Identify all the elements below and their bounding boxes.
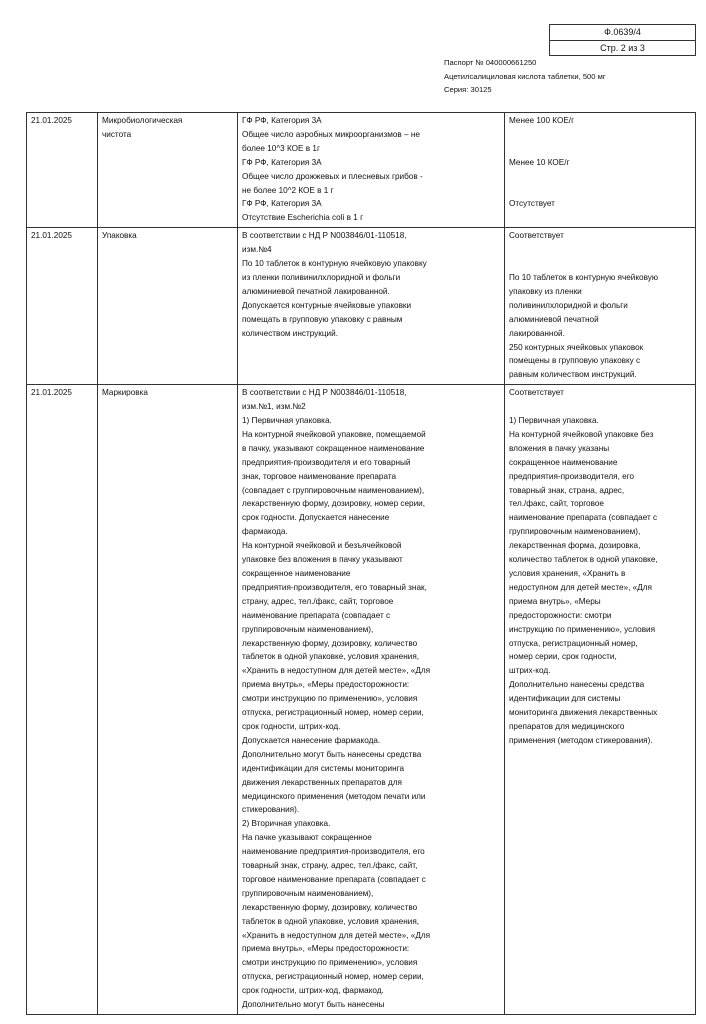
indicator-line: чистота bbox=[102, 129, 132, 139]
requirement-line: идентификации для системы мониторинга bbox=[242, 763, 405, 773]
result-line: Менее 10 КОЕ/г bbox=[509, 157, 570, 167]
requirement-line: фармакода. bbox=[242, 527, 288, 537]
requirement-line: торговое наименование препарата (совпадает с bbox=[242, 874, 426, 884]
result-line: На контурной ячейковой упаковке без bbox=[509, 429, 654, 439]
page-number: Стр. 2 из 3 bbox=[550, 40, 695, 56]
requirement-line: таблеток в одной упаковке, условия хранения, bbox=[242, 916, 420, 926]
result-line: помещены в групповую упаковку с bbox=[509, 356, 641, 366]
result-line bbox=[509, 142, 691, 156]
requirement-line: в пачку, указывают сокращенное наименование bbox=[242, 443, 425, 453]
result-line: поливинилхлоридной и фольги bbox=[509, 300, 628, 310]
result-line bbox=[509, 128, 691, 142]
date-value: 21.01.2025 bbox=[31, 231, 72, 241]
result-line: Соответствует bbox=[509, 231, 564, 241]
result-line: сокращенное наименование bbox=[509, 457, 618, 467]
result-line bbox=[509, 257, 691, 271]
result-line: предосторожности: смотри bbox=[509, 610, 612, 620]
requirement-line: приема внутрь», «Меры предосторожности: bbox=[242, 944, 410, 954]
row-packaging bbox=[27, 228, 696, 385]
indicator-line: Упаковка bbox=[102, 231, 137, 241]
date-cell bbox=[27, 228, 98, 385]
series-number: Серия: 30125 bbox=[444, 85, 492, 94]
requirement-line: лекарственную форму, дозировку, количество bbox=[242, 638, 418, 648]
result-line: номер серии, срок годности, bbox=[509, 652, 617, 662]
date-value: 21.01.2025 bbox=[31, 116, 72, 125]
row-microbiological-purity bbox=[27, 113, 696, 228]
result-line: Дополнительно нанесены средства bbox=[509, 680, 645, 690]
result-line: наименование препарата (совпадает с bbox=[509, 513, 658, 523]
requirement-line: не более 10^2 КОЕ в 1 г bbox=[242, 185, 334, 195]
requirement-line: медицинского применения (методом печати или bbox=[242, 791, 426, 801]
result-line: По 10 таблеток в контурную ячейковую bbox=[509, 272, 659, 282]
result-cell bbox=[505, 228, 696, 385]
requirement-cell bbox=[238, 385, 505, 1015]
requirement-line: На контурной ячейковой упаковке, помещаемой bbox=[242, 429, 426, 439]
requirement-line: Дополнительно могут быть нанесены bbox=[242, 1000, 385, 1010]
requirement-line: На пачке указывают сокращенное bbox=[242, 833, 372, 843]
requirement-line: «Хранить в недоступном для детей месте», «Для bbox=[242, 930, 431, 940]
form-code: Ф.0639/4 bbox=[604, 27, 641, 37]
requirement-line: (совпадает с группировочным наименованием), bbox=[242, 485, 425, 495]
passport-header bbox=[444, 56, 606, 97]
result-line: идентификации для системы bbox=[509, 694, 621, 704]
requirement-line: изм.№4 bbox=[242, 245, 272, 255]
requirement-line: из пленки поливинилхлоридной и фольги bbox=[242, 272, 401, 282]
result-line: лекарственная форма, дозировка, bbox=[509, 541, 641, 551]
requirement-line: Дополнительно могут быть нанесены средства bbox=[242, 749, 422, 759]
requirement-line: алюминиевой печатной лакированной. bbox=[242, 286, 390, 296]
requirement-line: Общее число дрожжевых и плесневых грибов - bbox=[242, 171, 423, 181]
result-line: штрих-код. bbox=[509, 666, 551, 676]
requirement-line: лекарственную форму, дозировку, количество bbox=[242, 902, 418, 912]
result-line: инструкцию по применению», условия bbox=[509, 624, 656, 634]
requirement-cell bbox=[238, 113, 505, 228]
requirement-line: Допускается контурные ячейковые упаковки bbox=[242, 300, 412, 310]
result-line: Отсутствует bbox=[509, 199, 555, 209]
requirement-line: наименование препарата (совпадает с bbox=[242, 610, 391, 620]
requirement-line: По 10 таблеток в контурную ячейковую упаковку bbox=[242, 259, 427, 269]
form-code-box bbox=[549, 24, 696, 56]
indicator-cell bbox=[98, 113, 238, 228]
result-line: применения (методом стикерования). bbox=[509, 735, 653, 745]
date-value: 21.01.2025 bbox=[31, 388, 72, 398]
result-line: 1) Первичная упаковка. bbox=[509, 416, 599, 426]
requirement-line: ГФ РФ, Категория 3А bbox=[242, 116, 322, 125]
requirement-line: группировочным наименованием), bbox=[242, 624, 374, 634]
result-line bbox=[509, 170, 691, 184]
result-line: препаратов для медицинского bbox=[509, 721, 625, 731]
row-labeling bbox=[27, 385, 696, 1015]
requirement-line: «Хранить в недоступном для детей месте», «Для bbox=[242, 666, 431, 676]
requirement-line: наименование предприятия-производителя, его bbox=[242, 847, 425, 857]
result-line: товарный знак, страна, адрес, bbox=[509, 485, 625, 495]
result-line bbox=[509, 243, 691, 257]
result-line: вложения в пачку указаны bbox=[509, 443, 610, 453]
requirement-line: срок годности, штрих-код. bbox=[242, 721, 341, 731]
requirement-line: страну, адрес, тел./факс, сайт, торговое bbox=[242, 596, 394, 606]
requirement-line: лекарственную форму, дозировку, номер серии, bbox=[242, 499, 426, 509]
requirement-line: изм.№1, изм.№2 bbox=[242, 402, 306, 412]
requirement-line: товарный знак, страну, адрес, тел./факс, сайт, bbox=[242, 861, 418, 871]
requirement-line: стикерования). bbox=[242, 805, 300, 815]
result-cell bbox=[505, 385, 696, 1015]
requirement-line: движения лекарственных препаратов для bbox=[242, 777, 402, 787]
requirement-line: ГФ РФ, Категория 3А bbox=[242, 199, 322, 209]
indicator-line: Маркировка bbox=[102, 388, 148, 398]
result-line: Соответствует bbox=[509, 388, 564, 398]
date-cell bbox=[27, 113, 98, 228]
indicator-cell bbox=[98, 385, 238, 1015]
requirement-line: количеством инструкций. bbox=[242, 328, 338, 338]
requirement-line: На контурной ячейковой и безъячейковой bbox=[242, 541, 402, 551]
result-cell bbox=[505, 113, 696, 228]
indicator-cell bbox=[98, 228, 238, 385]
result-line bbox=[509, 184, 691, 198]
requirement-cell bbox=[238, 228, 505, 385]
requirement-line: отпуска, регистрационный номер, номер серии, bbox=[242, 708, 424, 718]
result-line: 250 контурных ячейковых упаковок bbox=[509, 342, 644, 352]
result-line bbox=[509, 400, 691, 414]
result-line: недоступном для детей месте», «Для bbox=[509, 582, 652, 592]
result-line: мониторинга движения лекарственных bbox=[509, 708, 658, 718]
requirement-line: срок годности. Допускается нанесение bbox=[242, 513, 390, 523]
requirement-line: отпуска, регистрационный номер, номер серии, bbox=[242, 972, 424, 982]
result-line: приема внутрь», «Меры bbox=[509, 596, 601, 606]
requirement-line: более 10^3 КОЕ в 1г bbox=[242, 143, 320, 153]
result-line: лакированной. bbox=[509, 328, 565, 338]
result-line: Менее 100 КОЕ/г bbox=[509, 116, 575, 125]
result-line: алюминиевой печатной bbox=[509, 314, 599, 324]
requirement-line: 1) Первичная упаковка. bbox=[242, 416, 332, 426]
result-line: упаковку из пленки bbox=[509, 286, 582, 296]
date-cell bbox=[27, 385, 98, 1015]
result-line: отпуска, регистрационный номер, bbox=[509, 638, 638, 648]
requirement-line: Общее число аэробных микроорганизмов – не bbox=[242, 129, 420, 139]
result-line bbox=[509, 211, 691, 225]
result-line: группировочным наименованием), bbox=[509, 527, 641, 537]
result-line: равным количеством инструкций. bbox=[509, 370, 637, 380]
requirement-line: срок годности, штрих-код, фармакод. bbox=[242, 986, 384, 996]
requirement-line: смотри инструкцию по применению», условия bbox=[242, 958, 418, 968]
requirement-line: предприятия-производителя и его товарный bbox=[242, 457, 411, 467]
result-line: тел./факс, сайт, торговое bbox=[509, 499, 604, 509]
requirement-line: помещать в групповую упаковку с равным bbox=[242, 314, 403, 324]
requirement-line: таблеток в одной упаковке, условия хранения, bbox=[242, 652, 420, 662]
product-name: Ацетилсалициловая кислота таблетки, 500 мг bbox=[444, 71, 606, 81]
requirement-line: В соответствии с НД Р N003846/01-110518, bbox=[242, 231, 407, 241]
requirement-line: группировочным наименованием), bbox=[242, 888, 374, 898]
passport-number: Паспорт № 040000661250 bbox=[444, 58, 537, 67]
requirement-line: упаковке без вложения в пачку указывают bbox=[242, 555, 403, 565]
requirement-line: Допускается нанесение фармакода. bbox=[242, 735, 381, 745]
result-line: предприятия-производителя, его bbox=[509, 471, 635, 481]
requirement-line: смотри инструкцию по применению», условия bbox=[242, 694, 418, 704]
requirement-line: предприятия-производителя, его товарный знак, bbox=[242, 582, 427, 592]
requirement-line: В соответствии с НД Р N003846/01-110518, bbox=[242, 388, 407, 398]
requirement-line: ГФ РФ, Категория 3А bbox=[242, 157, 322, 167]
indicator-line: Микробиологическая bbox=[102, 116, 183, 125]
requirement-line: сокращенное наименование bbox=[242, 569, 351, 578]
result-line: количество таблеток в одной упаковке, bbox=[509, 555, 658, 565]
result-line: условия хранения, «Хранить в bbox=[509, 569, 626, 578]
requirement-line: Отсутствие Escherichia coli в 1 г bbox=[242, 213, 364, 223]
requirement-line: 2) Вторичная упаковка. bbox=[242, 819, 331, 829]
requirement-line: приема внутрь», «Меры предосторожности: bbox=[242, 680, 410, 690]
test-results-table bbox=[26, 112, 696, 1015]
requirement-line: знак, торговое наименование препарата bbox=[242, 471, 397, 481]
